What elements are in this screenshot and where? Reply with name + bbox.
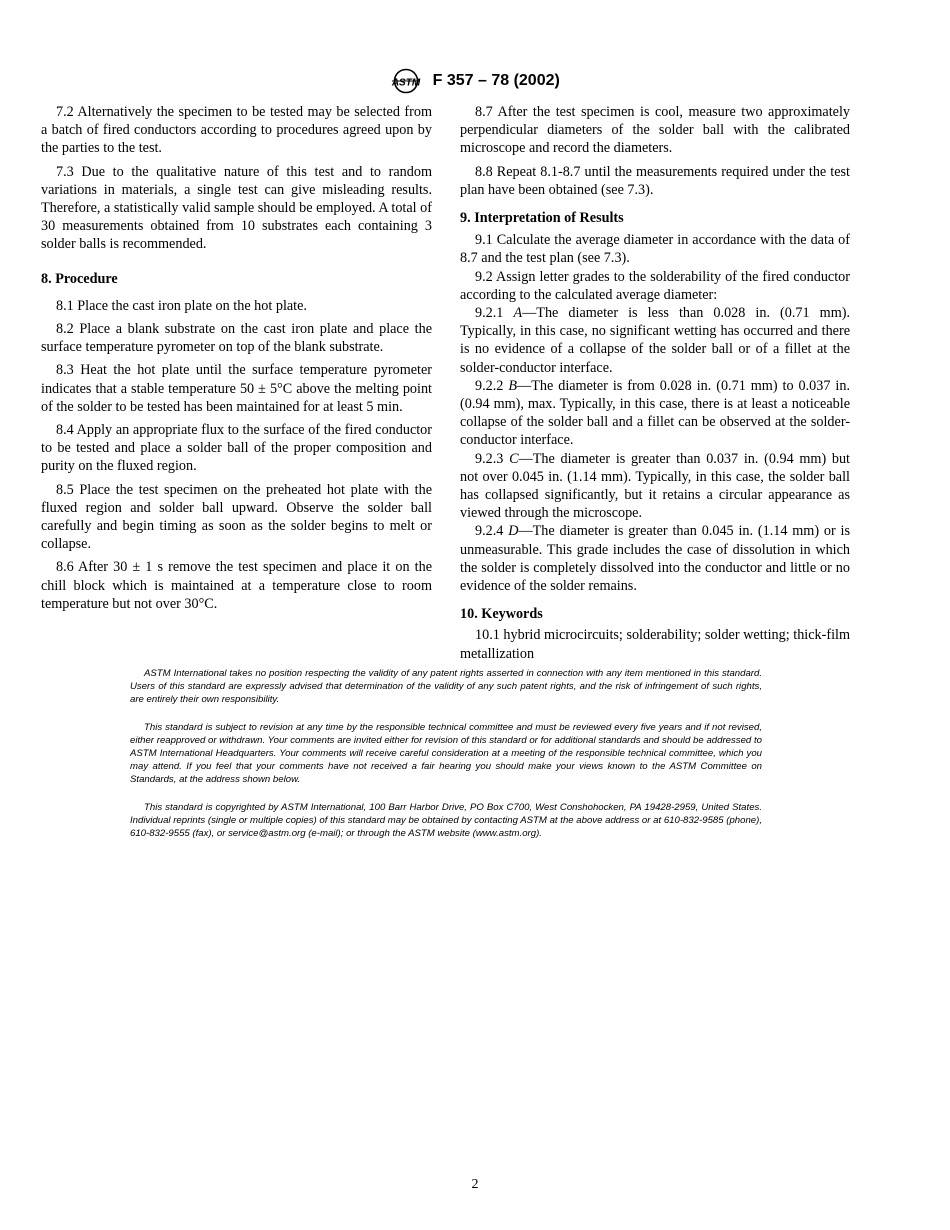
paragraph-8-3: 8.3 Heat the hot plate until the surface temperature pyrometer indicates that a stable temperature 50 ± 5°C above the melting point of the solder to be tested has been maintained for at least 5 min. <box>41 362 432 415</box>
paragraph-9-2: 9.2 Assign letter grades to the solderability of the fired conductor according to the calculated average diameter: <box>460 268 850 303</box>
page-number: 2 <box>471 1177 479 1192</box>
paragraph-8-6: 8.6 After 30 ± 1 s remove the test specimen and place it on the chill block which is maintained at a temperature close to room temperature but not over 30°C. <box>41 559 432 612</box>
paragraph-8-2: 8.2 Place a blank substrate on the cast iron plate and place the surface temperature pyrometer on top of the blank substrate. <box>41 321 432 356</box>
clause-number: 9.2.1 <box>475 305 504 322</box>
grade-letter: D <box>508 523 519 540</box>
paragraph-9-2-3 <box>460 450 850 523</box>
revision-notice: This standard is subject to revision at any time by the responsible technical committee and must be reviewed every five years and if not revised, either reapproved or withdrawn. Your comments are invited either for revision of this standard or for additional standards and should be addressed to ASTM International Headquarters. Your comments will receive careful consideration at a meeting of the responsible technical committee, which you may attend. If you feel that your comments have not received a fair hearing you should make your views known to the ASTM Committee on Standards, at the address shown below. <box>130 722 762 785</box>
clause-number: 9.2.2 <box>475 377 504 394</box>
clause-text: —The diameter is greater than 0.037 in. (0.94 mm) but not over 0.045 in. (1.14 mm). Typically, in this case, the solder ball has collapsed significantly, but it retains a circular appearance as viewed through the microscope. <box>460 450 850 522</box>
paragraph-8-5: 8.5 Place the test specimen on the preheated hot plate with the fluxed region and solder ball upward. Observe the solder ball carefully and begin timing as soon as the solder begins to melt or collapse. <box>41 481 432 553</box>
clause-number: 9.2.4 <box>475 523 504 540</box>
paragraph-8-4: 8.4 Apply an appropriate flux to the surface of the fired conductor to be tested and place a solder ball of the proper composition and purity on the fluxed region. <box>41 422 432 475</box>
clause-text: —The diameter is from 0.028 in. (0.71 mm) to 0.037 in. (0.94 mm), max. Typically, in this case, there is at least a noticeable collapse of the solder ball and a fillet can be observed at the solder-conductor interface. <box>460 377 850 449</box>
footer-notes <box>130 667 762 855</box>
section-heading-procedure: 8. Procedure <box>41 270 118 287</box>
clause-text: —The diameter is greater than 0.045 in. (1.14 mm) or is unmeasurable. This grade includes the case of dissolution in which the solder is completely dissolved into the conductor and little or no evidence of the solder remains. <box>460 523 850 595</box>
patent-notice: ASTM International takes no position respecting the validity of any patent rights asserted in connection with any item mentioned in this standard. Users of this standard are expressly advised that determination of the validity of any such patent rights, and the risk of infringement of such rights, are entirely their own responsibility. <box>130 668 762 705</box>
copyright-notice: This standard is copyrighted by ASTM International, 100 Barr Harbor Drive, PO Box C700, West Conshohocken, PA 19428-2959, United States. Individual reprints (single or multiple copies) of this standard may be obtained by contacting ASTM at the above address or at 610-832-9585 (phone), 610-832-9555 (fax), or service@astm.org (e-mail); or through the ASTM website (www.astm.org). <box>130 802 762 839</box>
section-heading-interpretation: 9. Interpretation of Results <box>460 210 624 227</box>
left-column <box>41 103 432 618</box>
paragraph-7-3: 7.3 Due to the qualitative nature of this test and to random variations in materials, a single test can give misleading results. Therefore, a statistically valid sample should be employed. A total of 30 measurements obtained from 10 substrates each containing 3 solder balls is recommended. <box>41 163 432 253</box>
grade-letter: A <box>513 305 523 322</box>
section-heading-keywords: 10. Keywords <box>460 606 543 623</box>
paragraph-9-2-1 <box>460 304 850 377</box>
grade-letter: B <box>508 377 518 394</box>
clause-number: 9.2.3 <box>475 450 504 467</box>
paragraph-9-2-2 <box>460 377 850 450</box>
standard-designation: F 357 – 78 (2002) <box>432 72 560 89</box>
page-header <box>0 68 950 94</box>
astm-logo-icon <box>390 68 422 94</box>
paragraph-10-1: 10.1 hybrid microcircuits; solderability; solder wetting; thick-film metallization <box>460 627 850 662</box>
paragraph-9-1: 9.1 Calculate the average diameter in accordance with the data of 8.7 and the test plan (see 7.3). <box>460 232 850 267</box>
svg-text:ASTM: ASTM <box>392 77 421 89</box>
clause-text: —The diameter is less than 0.028 in. (0.71 mm). Typically, in this case, no significant wetting has occurred and there is no evidence of a collapse of the solder ball or of a fillet at the solder-conductor interface. <box>460 305 850 376</box>
paragraph-8-7: 8.7 After the test specimen is cool, measure two approximately perpendicular diameters of the solder ball with the calibrated microscope and record the diameters. <box>460 104 850 157</box>
grade-letter: C <box>509 450 519 467</box>
paragraph-8-8: 8.8 Repeat 8.1-8.7 until the measurements required under the test plan have been obtained (see 7.3). <box>460 163 850 198</box>
paragraph-7-2: 7.2 Alternatively the specimen to be tested may be selected from a batch of fired conductors according to procedures agreed upon by the parties to the test. <box>41 104 432 157</box>
right-column <box>460 103 850 668</box>
paragraph-9-2-4 <box>460 522 850 595</box>
paragraph-8-1: 8.1 Place the cast iron plate on the hot plate. <box>56 297 307 314</box>
